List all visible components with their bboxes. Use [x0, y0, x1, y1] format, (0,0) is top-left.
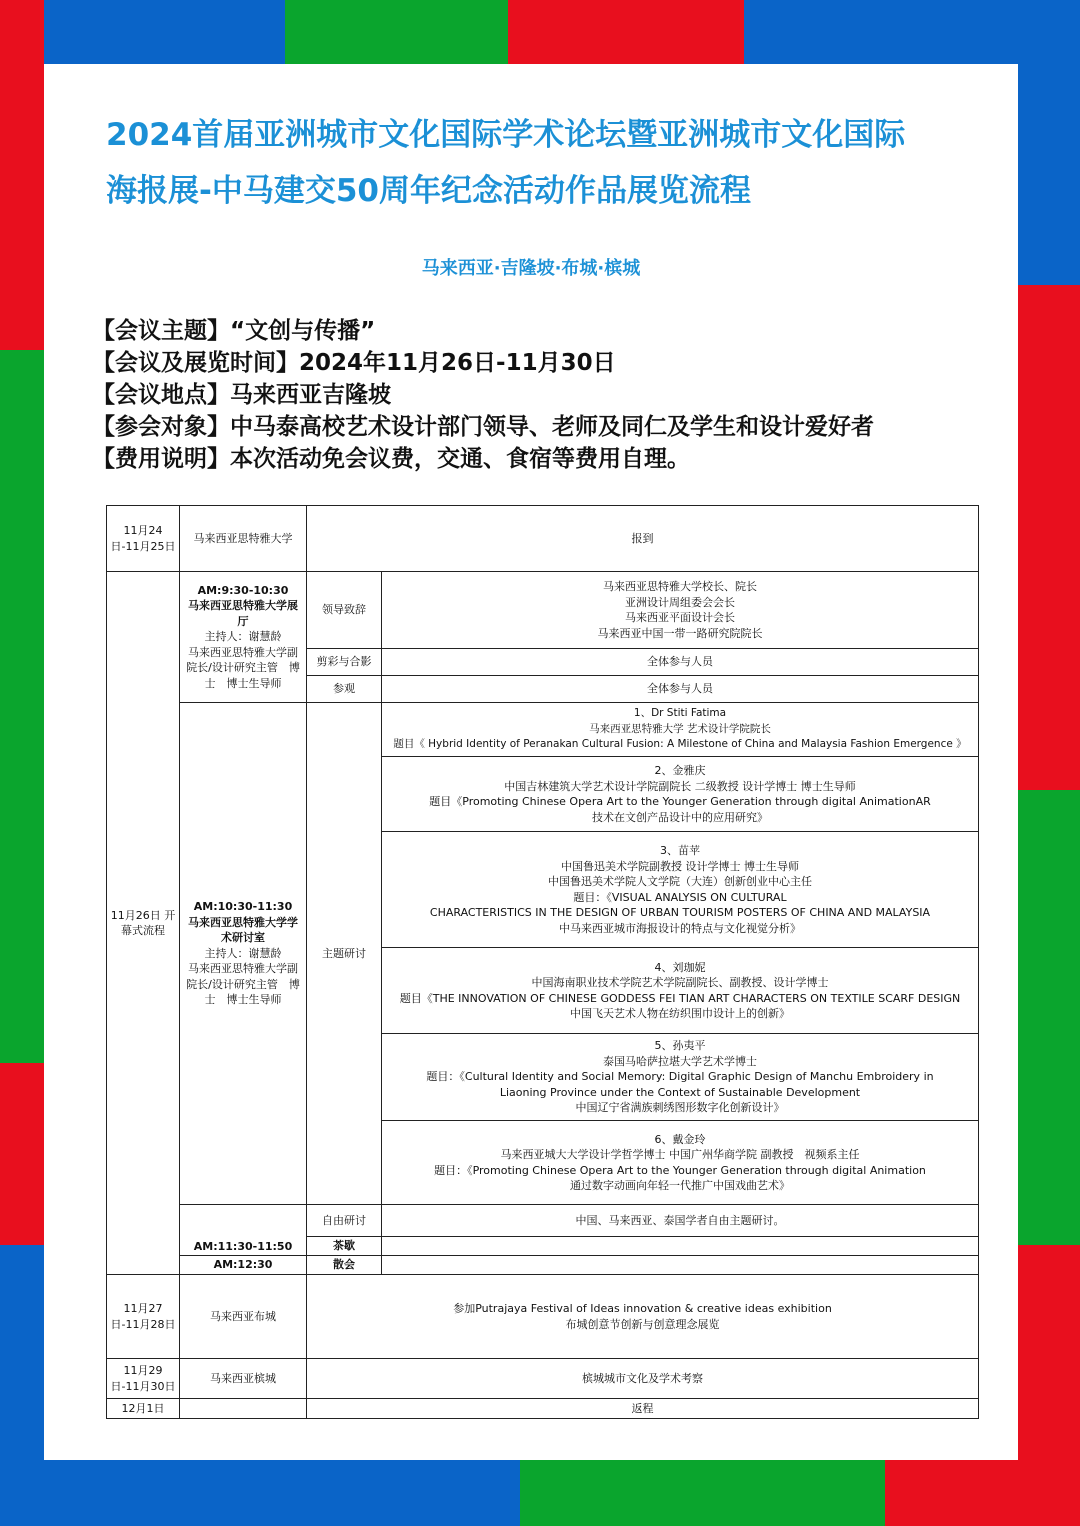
date-cell: 12月1日: [107, 1399, 180, 1419]
session-time: AM:9:30-10:30: [197, 583, 289, 597]
text-line: 马来西亚思特雅大学 艺术设计学院院长: [589, 722, 771, 735]
text-line: 题目：《Promoting Chinese Opera Art to the Younger Generation through digital Animation: [434, 1163, 926, 1177]
info-theme: [92, 316, 375, 346]
info-attendees: [92, 412, 874, 442]
item-label: 领导致辞: [307, 572, 382, 649]
place-cell: 马来西亚槟城: [180, 1359, 307, 1399]
text-line: 中国海南职业技术学院艺术学院副院长、副教授、设计学博士: [531, 976, 829, 989]
text-line: 中国辽宁省满族刺绣图形数字化创新设计》: [575, 1101, 785, 1115]
bg-block: [0, 350, 44, 1063]
talk-cell: [382, 703, 979, 757]
text-line: 2、金雅庆: [654, 764, 706, 777]
bg-block: [520, 1460, 885, 1526]
info-label: 【费用说明】: [92, 446, 230, 472]
table-row: [107, 1256, 979, 1275]
text-line: 中国鲁迅美术学院副教授 设计学博士 博士生导师: [561, 859, 799, 873]
text-line: 马来西亚思特雅大学校长、院长: [603, 580, 757, 593]
time-cell: AM:11:30-11:50: [180, 1205, 307, 1256]
poster-card: [44, 64, 1018, 1460]
text-line: 题目：《VISUAL ANALYSIS ON CULTURAL: [573, 890, 787, 904]
session-host-title: 马来西亚思特雅大学副院长/设计研究主管 博士 博士生导师: [186, 645, 300, 690]
session-place: 马来西亚思特雅大学学术研讨室: [188, 915, 298, 945]
subtitle: 马来西亚·吉隆坡·布城·槟城: [421, 258, 641, 279]
session-host: 主持人：谢慧龄: [204, 946, 282, 960]
info-time: [92, 348, 616, 378]
bg-block: [285, 0, 508, 64]
text-line: 5、孙夷平: [654, 1039, 706, 1053]
item-content: 全体参与人员: [382, 649, 979, 676]
info-value: 本次活动免会议费，交通、食宿等费用自理。: [230, 446, 690, 472]
item-content: [382, 1256, 979, 1275]
date-cell: 11月29日-11月30日: [107, 1359, 180, 1399]
text-line: 泰国马哈萨拉堪大学艺术学博士: [603, 1054, 757, 1068]
info-value: “文创与传播”: [230, 318, 376, 344]
text-line: 马来西亚城大大学设计学哲学博士 中国广州华商学院 副教授 视频系主任: [500, 1148, 860, 1161]
text-line: 题目《 Hybrid Identity of Peranakan Cultural Fusion: A Milestone of China and Malaysia Fashion Emergence 》: [393, 738, 967, 751]
item-label: 主题研讨: [307, 703, 382, 1205]
text-line: 题目《THE INNOVATION OF CHINESE GODDESS FEI TIAN ART CHARACTERS ON TEXTILE SCARF DESIGN: [399, 991, 961, 1005]
table-row: [107, 1205, 979, 1237]
text-line: 参加Putrajaya Festival of Ideas innovation & creative ideas exhibition: [453, 1302, 832, 1315]
bg-block: [0, 1063, 44, 1245]
info-value: 马来西亚吉隆坡: [230, 382, 391, 408]
item-content: [382, 572, 979, 649]
bg-block: [1018, 1245, 1080, 1526]
session-cell: [180, 703, 307, 1205]
talk-cell: [382, 757, 979, 832]
text-line: 3、苗苹: [660, 844, 700, 857]
info-location: [92, 380, 391, 410]
talk-cell: [382, 1034, 979, 1121]
table-row: [107, 506, 979, 572]
table-row: [107, 572, 979, 649]
content-cell: [307, 1275, 979, 1359]
item-label: 茶歇: [307, 1237, 382, 1256]
schedule-table: [106, 505, 979, 1419]
place-cell: 马来西亚布城: [180, 1275, 307, 1359]
talk-cell: [382, 832, 979, 948]
text-line: CHARACTERISTICS IN THE DESIGN OF URBAN TOURISM POSTERS OF CHINA AND MALAYSIA: [429, 906, 931, 919]
item-content: [382, 1237, 979, 1256]
date-cell: 11月26日 开幕式流程: [107, 572, 180, 1275]
text-line: 布城创意节创新与创意理念展览: [565, 1317, 720, 1331]
talk-cell: [382, 1121, 979, 1205]
text-line: 题目：《Cultural Identity and Social Memory: Digital Graphic Design of Manchu Embroidery in: [426, 1070, 934, 1084]
page-title-line-2: 海报展-中马建交50周年纪念活动作品展览流程: [106, 173, 752, 209]
text-line: 马来西亚平面设计会长: [625, 611, 735, 624]
text-line: 中国鲁迅美术学院人文学院（大连）创新创业中心主任: [548, 875, 812, 888]
text-line: 题目《Promoting Chinese Opera Art to the Younger Generation through digital AnimationAR: [429, 795, 931, 808]
content-cell: 报到: [307, 506, 979, 572]
date-cell: 11月27日-11月28日: [107, 1275, 180, 1359]
session-host-title: 马来西亚思特雅大学副院长/设计研究主管 博士 博士生导师: [186, 962, 300, 1007]
text-line: Liaoning Province under the Context of Sustainable Development: [499, 1085, 861, 1099]
item-content: 中国、马来西亚、泰国学者自由主题研讨。: [382, 1205, 979, 1237]
text-line: 技术在文创产品设计中的应用研究》: [592, 810, 768, 824]
info-label: 【会议地点】: [92, 382, 230, 408]
info-value: 中马泰高校艺术设计部门领导、老师及同仁及学生和设计爱好者: [230, 414, 874, 440]
date-cell: 11月24日-11月25日: [107, 506, 180, 572]
info-fees: [92, 444, 690, 474]
text-line: 中马来西亚城市海报设计的特点与文化视觉分析》: [559, 921, 801, 935]
place-cell: 马来西亚思特雅大学: [180, 506, 307, 572]
item-label: 自由研讨: [307, 1205, 382, 1237]
item-content: 全体参与人员: [382, 676, 979, 703]
text-line: 6、戴金玲: [654, 1132, 706, 1146]
page-title-line-1: 2024首届亚洲城市文化国际学术论坛暨亚洲城市文化国际: [106, 117, 906, 153]
session-place: 马来西亚思特雅大学展厅: [188, 599, 298, 628]
table-row: [107, 1399, 979, 1419]
item-label: 参观: [307, 676, 382, 703]
bg-block: [885, 1460, 1018, 1526]
session-host: 主持人：谢慧龄: [204, 630, 282, 644]
table-row: [107, 703, 979, 757]
talk-cell: [382, 948, 979, 1034]
info-label: 【会议及展览时间】: [92, 350, 299, 376]
item-label: 剪彩与合影: [307, 649, 382, 676]
content-cell: 槟城城市文化及学术考察: [307, 1359, 979, 1399]
text-line: 通过数字动画向年轻一代推广中国戏曲艺术》: [570, 1179, 790, 1192]
bg-block: [508, 0, 744, 64]
text-line: 中国吉林建筑大学艺术设计学院副院长 二级教授 设计学博士 博士生导师: [504, 779, 856, 793]
session-cell: [180, 572, 307, 703]
table-row: [107, 1275, 979, 1359]
text-line: 4、刘珈妮: [654, 960, 706, 974]
place-cell: [180, 1399, 307, 1419]
text-line: 中国飞天艺术人物在纺织围巾设计上的创新》: [570, 1007, 790, 1020]
item-label: 散会: [307, 1256, 382, 1275]
text-line: 马来西亚中国一带一路研究院院长: [597, 626, 763, 640]
content-cell: 返程: [307, 1399, 979, 1419]
info-value: 2024年11月26日-11月30日: [299, 350, 616, 376]
info-label: 【参会对象】: [92, 414, 230, 440]
bg-block: [1018, 285, 1080, 790]
bg-block: [1018, 790, 1080, 1245]
info-label: 【会议主题】: [92, 318, 230, 344]
time-cell: AM:12:30: [180, 1256, 307, 1275]
table-row: [107, 1359, 979, 1399]
text-line: 亚洲设计周组委会会长: [625, 595, 735, 609]
session-time: AM:10:30-11:30: [193, 900, 293, 914]
text-line: 1、Dr Stiti Fatima: [633, 707, 727, 720]
bg-block: [0, 0, 44, 350]
